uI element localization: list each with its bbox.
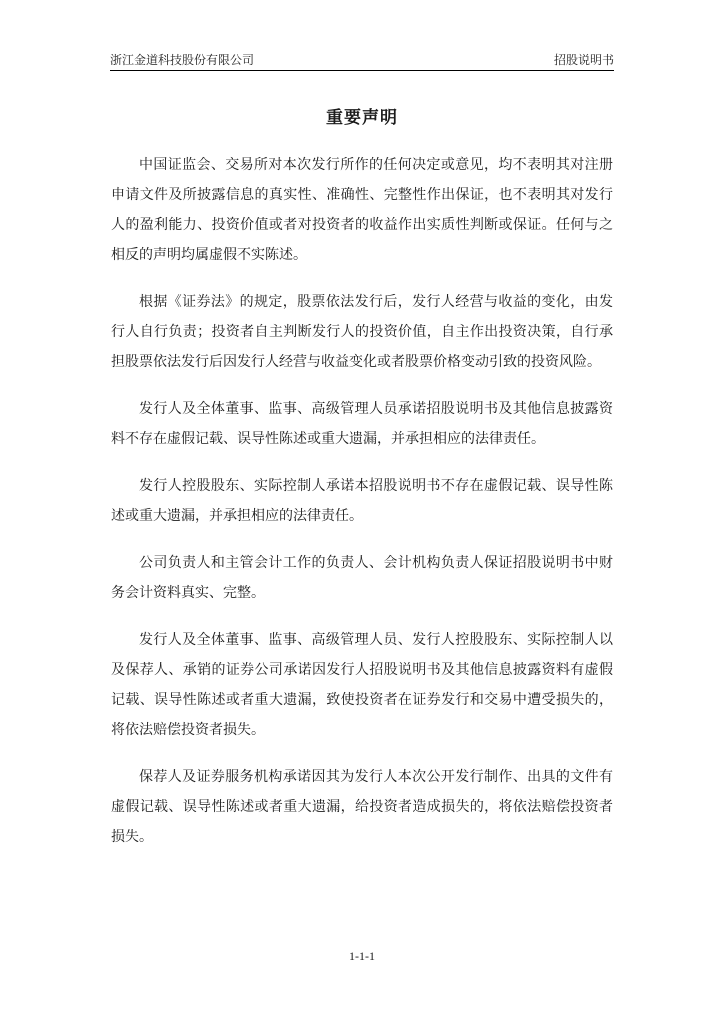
company-name: 浙江金道科技股份有限公司 xyxy=(110,53,255,67)
paragraph-controller-commitment: 发行人控股股东、实际控制人承诺本招股说明书不存在虚假记载、误导性陈述或重大遗漏，并承担相应的法律责任。 xyxy=(111,478,613,524)
paragraph-regulator-disclaimer: 中国证监会、交易所对本次发行所作的任何决定或意见，均不表明其对注册申请文件及所披露信息的真实性、准确性、完整性作出保证，也不表明其对发行人的盈利能力、投资价值或者对投资者的收益作出实质性判断或保证。任何与之相反的声明均属虚假不实陈述。 xyxy=(111,157,613,263)
page-title: 重要声明 xyxy=(326,108,398,128)
document-type: 招股说明书 xyxy=(553,53,614,67)
header-divider xyxy=(110,70,614,71)
paragraph-compensation-commitment: 发行人及全体董事、监事、高级管理人员、发行人控股股东、实际控制人以及保荐人、承销的证券公司承诺因发行人招股说明书及其他信息披露资料有虚假记载、误导性陈述或者重大遗漏，致使投资者在证券发行和交易中遭受损失的，将依法赔偿投资者损失。 xyxy=(111,632,613,738)
paragraph-directors-commitment: 发行人及全体董事、监事、高级管理人员承诺招股说明书及其他信息披露资料不存在虚假记载、误导性陈述或重大遗漏，并承担相应的法律责任。 xyxy=(111,401,613,447)
declaration-body xyxy=(111,150,613,869)
paragraph-securities-law: 根据《证券法》的规定，股票依法发行后，发行人经营与收益的变化，由发行人自行负责；投资者自主判断发行人的投资价值，自主作出投资决策，自行承担股票依法发行后因发行人经营与收益变化或者股票价格变动引致的投资风险。 xyxy=(111,294,613,370)
paragraph-financial-guarantee: 公司负责人和主管会计工作的负责人、会计机构负责人保证招股说明书中财务会计资料真实、完整。 xyxy=(111,555,613,601)
paragraph-sponsor-commitment: 保荐人及证券服务机构承诺因其为发行人本次公开发行制作、出具的文件有虚假记载、误导性陈述或者重大遗漏，给投资者造成损失的，将依法赔偿投资者损失。 xyxy=(111,769,613,845)
page-number: 1-1-1 xyxy=(349,949,375,963)
page-header xyxy=(110,52,614,68)
